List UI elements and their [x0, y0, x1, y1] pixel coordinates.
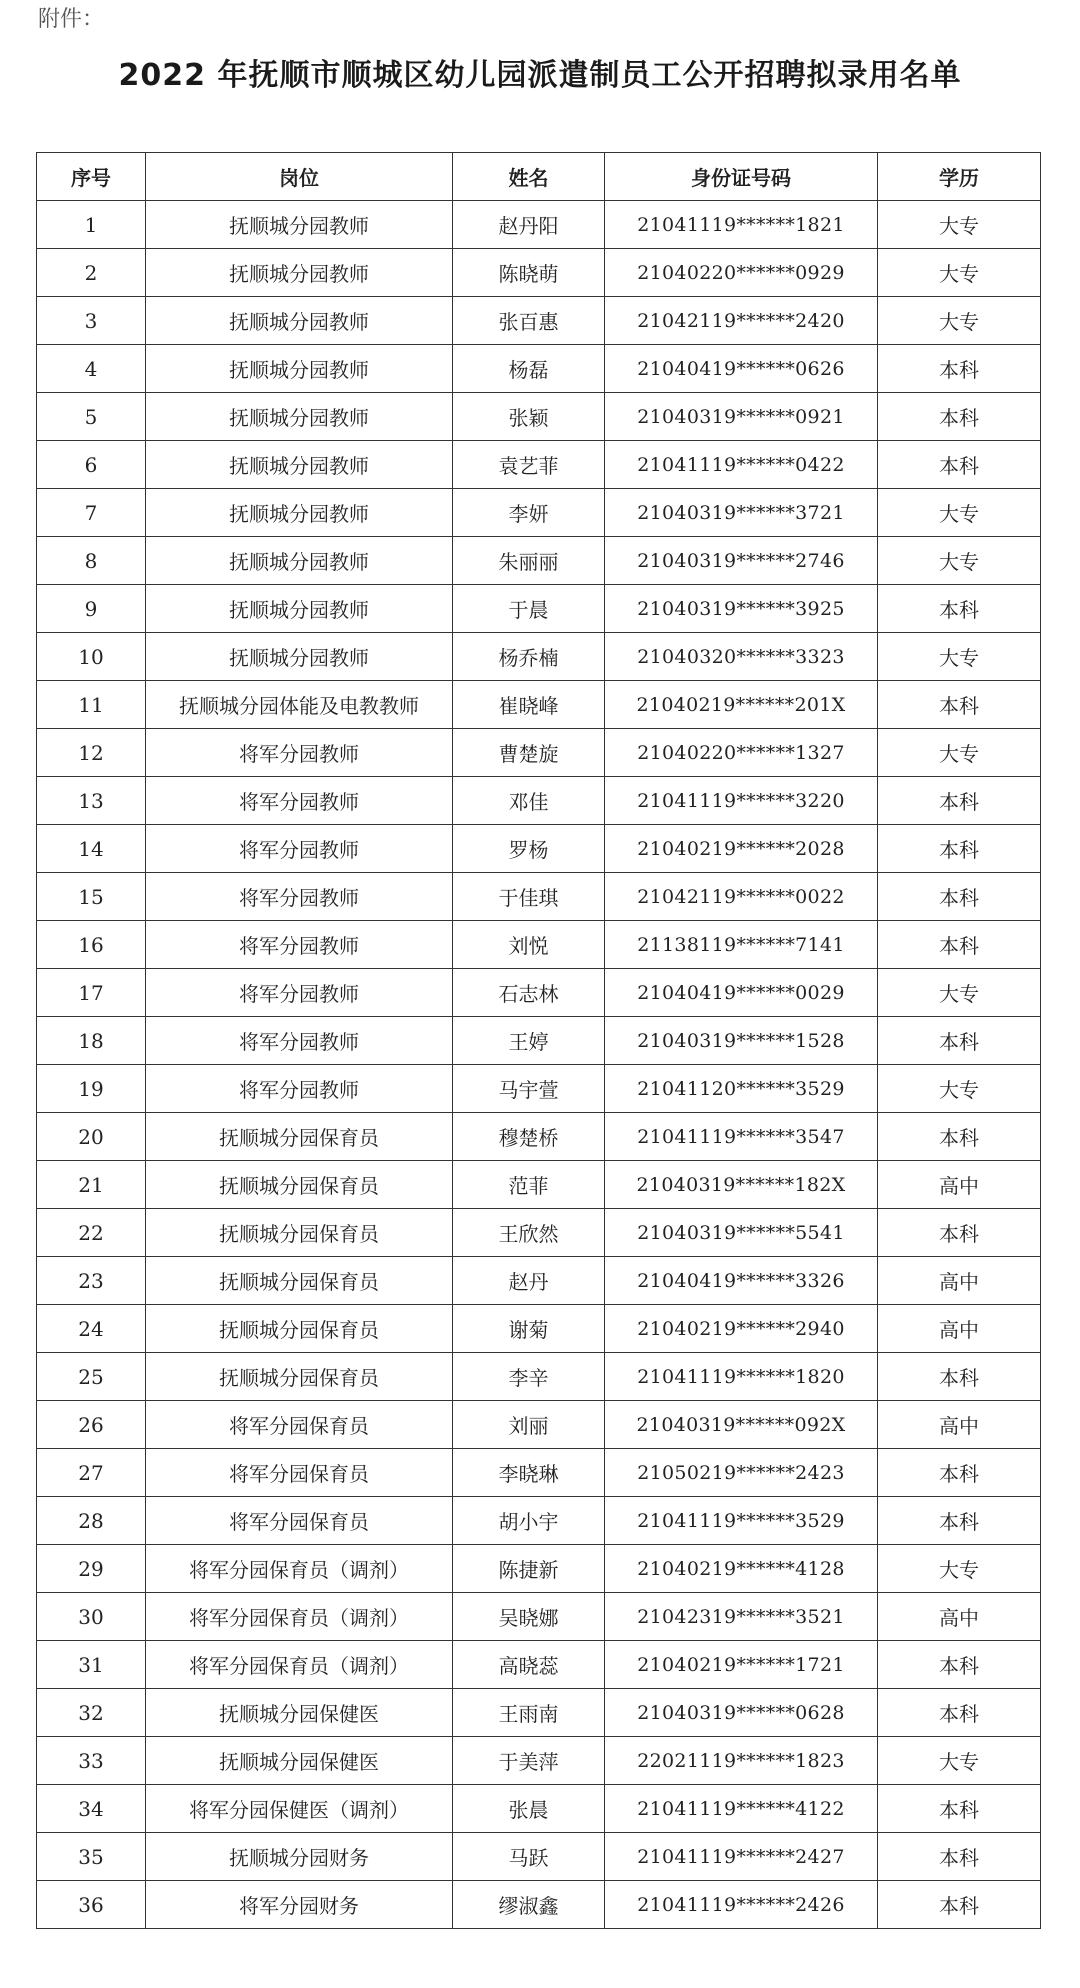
- cell-name: 刘悦: [453, 921, 605, 969]
- cell-post: 抚顺城分园保育员: [146, 1161, 453, 1209]
- cell-id-number: 21041119******3529: [605, 1497, 878, 1545]
- cell-post: 将军分园保育员: [146, 1497, 453, 1545]
- cell-name: 杨磊: [453, 345, 605, 393]
- table-row: [37, 681, 1041, 729]
- table-row: [37, 441, 1041, 489]
- cell-index: 14: [37, 825, 146, 873]
- cell-post: 抚顺城分园保健医: [146, 1689, 453, 1737]
- cell-post: 将军分园教师: [146, 1065, 453, 1113]
- table-row: [37, 249, 1041, 297]
- cell-name: 张颖: [453, 393, 605, 441]
- cell-index: 8: [37, 537, 146, 585]
- cell-name: 李妍: [453, 489, 605, 537]
- cell-education: 大专: [878, 1065, 1041, 1113]
- cell-index: 29: [37, 1545, 146, 1593]
- table-row: [37, 1065, 1041, 1113]
- cell-education: 本科: [878, 1449, 1041, 1497]
- cell-education: 本科: [878, 1017, 1041, 1065]
- cell-id-number: 21040319******2746: [605, 537, 878, 585]
- cell-education: 高中: [878, 1305, 1041, 1353]
- table-row: [37, 1113, 1041, 1161]
- cell-id-number: 21040319******5541: [605, 1209, 878, 1257]
- cell-post: 抚顺城分园保育员: [146, 1257, 453, 1305]
- cell-index: 22: [37, 1209, 146, 1257]
- table-row: [37, 201, 1041, 249]
- cell-education: 本科: [878, 585, 1041, 633]
- cell-index: 13: [37, 777, 146, 825]
- cell-index: 10: [37, 633, 146, 681]
- cell-post: 将军分园教师: [146, 777, 453, 825]
- cell-education: 高中: [878, 1257, 1041, 1305]
- cell-index: 6: [37, 441, 146, 489]
- cell-index: 25: [37, 1353, 146, 1401]
- cell-education: 大专: [878, 1737, 1041, 1785]
- cell-name: 李辛: [453, 1353, 605, 1401]
- cell-education: 大专: [878, 489, 1041, 537]
- cell-post: 抚顺城分园教师: [146, 297, 453, 345]
- cell-post: 将军分园教师: [146, 1017, 453, 1065]
- cell-id-number: 21041119******2427: [605, 1833, 878, 1881]
- table-row: [37, 1833, 1041, 1881]
- cell-post: 将军分园教师: [146, 969, 453, 1017]
- table-row: [37, 969, 1041, 1017]
- cell-post: 抚顺城分园教师: [146, 201, 453, 249]
- table-row: [37, 345, 1041, 393]
- table-row: [37, 921, 1041, 969]
- cell-education: 本科: [878, 681, 1041, 729]
- cell-index: 16: [37, 921, 146, 969]
- cell-id-number: 21040219******2940: [605, 1305, 878, 1353]
- table-row: [37, 873, 1041, 921]
- cell-post: 抚顺城分园保育员: [146, 1209, 453, 1257]
- cell-id-number: 21041119******3220: [605, 777, 878, 825]
- cell-index: 15: [37, 873, 146, 921]
- cell-index: 2: [37, 249, 146, 297]
- table-row: [37, 1449, 1041, 1497]
- cell-id-number: 21040319******3925: [605, 585, 878, 633]
- cell-id-number: 21041119******1821: [605, 201, 878, 249]
- cell-name: 李晓琳: [453, 1449, 605, 1497]
- cell-id-number: 21040219******2028: [605, 825, 878, 873]
- cell-post: 抚顺城分园教师: [146, 345, 453, 393]
- attachment-label: 附件：: [38, 7, 105, 32]
- cell-post: 抚顺城分园教师: [146, 489, 453, 537]
- cell-name: 赵丹: [453, 1257, 605, 1305]
- cell-post: 将军分园教师: [146, 825, 453, 873]
- cell-name: 马跃: [453, 1833, 605, 1881]
- cell-education: 本科: [878, 777, 1041, 825]
- cell-name: 杨乔楠: [453, 633, 605, 681]
- cell-post: 将军分园保育员（调剂）: [146, 1593, 453, 1641]
- cell-education: 大专: [878, 297, 1041, 345]
- cell-id-number: 21040319******0921: [605, 393, 878, 441]
- cell-post: 将军分园财务: [146, 1881, 453, 1929]
- cell-education: 本科: [878, 1833, 1041, 1881]
- table-row: [37, 1689, 1041, 1737]
- table-row: [37, 777, 1041, 825]
- cell-name: 胡小宇: [453, 1497, 605, 1545]
- cell-education: 大专: [878, 537, 1041, 585]
- cell-index: 30: [37, 1593, 146, 1641]
- cell-name: 范菲: [453, 1161, 605, 1209]
- table-row: [37, 1593, 1041, 1641]
- cell-name: 于晨: [453, 585, 605, 633]
- cell-id-number: 21040219******4128: [605, 1545, 878, 1593]
- cell-education: 本科: [878, 921, 1041, 969]
- cell-name: 王欣然: [453, 1209, 605, 1257]
- cell-id-number: 21040219******201X: [605, 681, 878, 729]
- table-row: [37, 393, 1041, 441]
- cell-id-number: 21040319******3721: [605, 489, 878, 537]
- cell-id-number: 21041119******2426: [605, 1881, 878, 1929]
- cell-name: 刘丽: [453, 1401, 605, 1449]
- table-row: [37, 729, 1041, 777]
- cell-name: 吴晓娜: [453, 1593, 605, 1641]
- header-id-number: 身份证号码: [605, 153, 878, 201]
- cell-id-number: 21041119******1820: [605, 1353, 878, 1401]
- cell-id-number: 21040220******1327: [605, 729, 878, 777]
- cell-index: 11: [37, 681, 146, 729]
- table-row: [37, 1545, 1041, 1593]
- cell-index: 34: [37, 1785, 146, 1833]
- cell-index: 12: [37, 729, 146, 777]
- header-index: 序号: [37, 153, 146, 201]
- cell-id-number: 21040319******0628: [605, 1689, 878, 1737]
- cell-education: 本科: [878, 1353, 1041, 1401]
- cell-education: 大专: [878, 249, 1041, 297]
- cell-id-number: 21041119******4122: [605, 1785, 878, 1833]
- cell-name: 马宇萱: [453, 1065, 605, 1113]
- cell-post: 将军分园保育员: [146, 1449, 453, 1497]
- cell-education: 大专: [878, 1545, 1041, 1593]
- cell-name: 王雨南: [453, 1689, 605, 1737]
- cell-id-number: 21040319******092X: [605, 1401, 878, 1449]
- cell-education: 大专: [878, 969, 1041, 1017]
- table-row: [37, 1161, 1041, 1209]
- cell-index: 17: [37, 969, 146, 1017]
- cell-education: 本科: [878, 1881, 1041, 1929]
- cell-id-number: 21042119******0022: [605, 873, 878, 921]
- cell-education: 本科: [878, 393, 1041, 441]
- table-row: [37, 537, 1041, 585]
- cell-education: 大专: [878, 633, 1041, 681]
- table-row: [37, 1785, 1041, 1833]
- cell-post: 抚顺城分园保健医: [146, 1737, 453, 1785]
- cell-education: 本科: [878, 825, 1041, 873]
- cell-education: 本科: [878, 1641, 1041, 1689]
- header-education: 学历: [878, 153, 1041, 201]
- cell-post: 抚顺城分园财务: [146, 1833, 453, 1881]
- table-row: [37, 489, 1041, 537]
- cell-post: 抚顺城分园教师: [146, 585, 453, 633]
- cell-name: 于美萍: [453, 1737, 605, 1785]
- cell-name: 谢菊: [453, 1305, 605, 1353]
- cell-post: 将军分园保育员: [146, 1401, 453, 1449]
- cell-id-number: 21042119******2420: [605, 297, 878, 345]
- cell-id-number: 21050219******2423: [605, 1449, 878, 1497]
- cell-post: 抚顺城分园保育员: [146, 1305, 453, 1353]
- cell-index: 3: [37, 297, 146, 345]
- table-row: [37, 633, 1041, 681]
- cell-name: 石志林: [453, 969, 605, 1017]
- cell-name: 穆楚桥: [453, 1113, 605, 1161]
- cell-name: 朱丽丽: [453, 537, 605, 585]
- cell-education: 本科: [878, 873, 1041, 921]
- cell-education: 本科: [878, 1113, 1041, 1161]
- cell-name: 袁艺菲: [453, 441, 605, 489]
- cell-id-number: 21138119******7141: [605, 921, 878, 969]
- cell-name: 王婷: [453, 1017, 605, 1065]
- cell-index: 36: [37, 1881, 146, 1929]
- cell-id-number: 21040320******3323: [605, 633, 878, 681]
- cell-post: 将军分园教师: [146, 921, 453, 969]
- cell-name: 陈晓萌: [453, 249, 605, 297]
- table-row: [37, 825, 1041, 873]
- cell-post: 将军分园保育员（调剂）: [146, 1641, 453, 1689]
- cell-index: 1: [37, 201, 146, 249]
- table-row: [37, 1881, 1041, 1929]
- cell-education: 大专: [878, 729, 1041, 777]
- cell-index: 23: [37, 1257, 146, 1305]
- cell-post: 抚顺城分园体能及电教教师: [146, 681, 453, 729]
- document-title: 2022 年抚顺市顺城区幼儿园派遣制员工公开招聘拟录用名单: [118, 58, 962, 93]
- cell-name: 陈捷新: [453, 1545, 605, 1593]
- table-row: [37, 1305, 1041, 1353]
- cell-education: 大专: [878, 201, 1041, 249]
- cell-index: 35: [37, 1833, 146, 1881]
- cell-name: 曹楚旋: [453, 729, 605, 777]
- header-post: 岗位: [146, 153, 453, 201]
- cell-index: 19: [37, 1065, 146, 1113]
- cell-education: 本科: [878, 1689, 1041, 1737]
- cell-education: 本科: [878, 1209, 1041, 1257]
- cell-name: 赵丹阳: [453, 201, 605, 249]
- cell-index: 18: [37, 1017, 146, 1065]
- cell-id-number: 21040319******182X: [605, 1161, 878, 1209]
- cell-index: 32: [37, 1689, 146, 1737]
- cell-id-number: 21041119******0422: [605, 441, 878, 489]
- cell-index: 28: [37, 1497, 146, 1545]
- table-row: [37, 1209, 1041, 1257]
- table-header-row: [37, 153, 1041, 201]
- cell-post: 将军分园教师: [146, 873, 453, 921]
- cell-name: 高晓蕊: [453, 1641, 605, 1689]
- cell-name: 张百惠: [453, 297, 605, 345]
- table-row: [37, 297, 1041, 345]
- cell-education: 高中: [878, 1593, 1041, 1641]
- cell-index: 7: [37, 489, 146, 537]
- cell-post: 抚顺城分园教师: [146, 393, 453, 441]
- cell-index: 26: [37, 1401, 146, 1449]
- cell-index: 31: [37, 1641, 146, 1689]
- cell-index: 20: [37, 1113, 146, 1161]
- cell-name: 罗杨: [453, 825, 605, 873]
- cell-name: 崔晓峰: [453, 681, 605, 729]
- cell-education: 高中: [878, 1401, 1041, 1449]
- cell-name: 邓佳: [453, 777, 605, 825]
- cell-post: 抚顺城分园教师: [146, 441, 453, 489]
- table-row: [37, 1017, 1041, 1065]
- cell-index: 21: [37, 1161, 146, 1209]
- table-body: [37, 201, 1041, 1929]
- cell-name: 张晨: [453, 1785, 605, 1833]
- cell-id-number: 21040220******0929: [605, 249, 878, 297]
- table-row: [37, 1497, 1041, 1545]
- cell-name: 缪淑鑫: [453, 1881, 605, 1929]
- cell-index: 4: [37, 345, 146, 393]
- cell-post: 抚顺城分园教师: [146, 537, 453, 585]
- cell-post: 抚顺城分园保育员: [146, 1113, 453, 1161]
- cell-post: 将军分园教师: [146, 729, 453, 777]
- cell-id-number: 21041119******3547: [605, 1113, 878, 1161]
- cell-id-number: 21040319******1528: [605, 1017, 878, 1065]
- cell-id-number: 21040419******3326: [605, 1257, 878, 1305]
- cell-education: 本科: [878, 345, 1041, 393]
- cell-id-number: 21041120******3529: [605, 1065, 878, 1113]
- table-row: [37, 585, 1041, 633]
- cell-post: 将军分园保健医（调剂）: [146, 1785, 453, 1833]
- cell-post: 抚顺城分园教师: [146, 249, 453, 297]
- cell-post: 将军分园保育员（调剂）: [146, 1545, 453, 1593]
- table-row: [37, 1737, 1041, 1785]
- header-name: 姓名: [453, 153, 605, 201]
- cell-id-number: 21040419******0626: [605, 345, 878, 393]
- table-row: [37, 1641, 1041, 1689]
- cell-education: 本科: [878, 441, 1041, 489]
- cell-id-number: 22021119******1823: [605, 1737, 878, 1785]
- cell-post: 抚顺城分园教师: [146, 633, 453, 681]
- cell-index: 24: [37, 1305, 146, 1353]
- cell-education: 本科: [878, 1785, 1041, 1833]
- cell-index: 9: [37, 585, 146, 633]
- cell-id-number: 21040219******1721: [605, 1641, 878, 1689]
- cell-education: 本科: [878, 1497, 1041, 1545]
- cell-post: 抚顺城分园保育员: [146, 1353, 453, 1401]
- hiring-list-table: [36, 152, 1041, 1929]
- cell-id-number: 21040419******0029: [605, 969, 878, 1017]
- table-row: [37, 1353, 1041, 1401]
- table-row: [37, 1401, 1041, 1449]
- cell-index: 33: [37, 1737, 146, 1785]
- cell-id-number: 21042319******3521: [605, 1593, 878, 1641]
- cell-index: 5: [37, 393, 146, 441]
- cell-education: 高中: [878, 1161, 1041, 1209]
- cell-name: 于佳琪: [453, 873, 605, 921]
- table-row: [37, 1257, 1041, 1305]
- cell-index: 27: [37, 1449, 146, 1497]
